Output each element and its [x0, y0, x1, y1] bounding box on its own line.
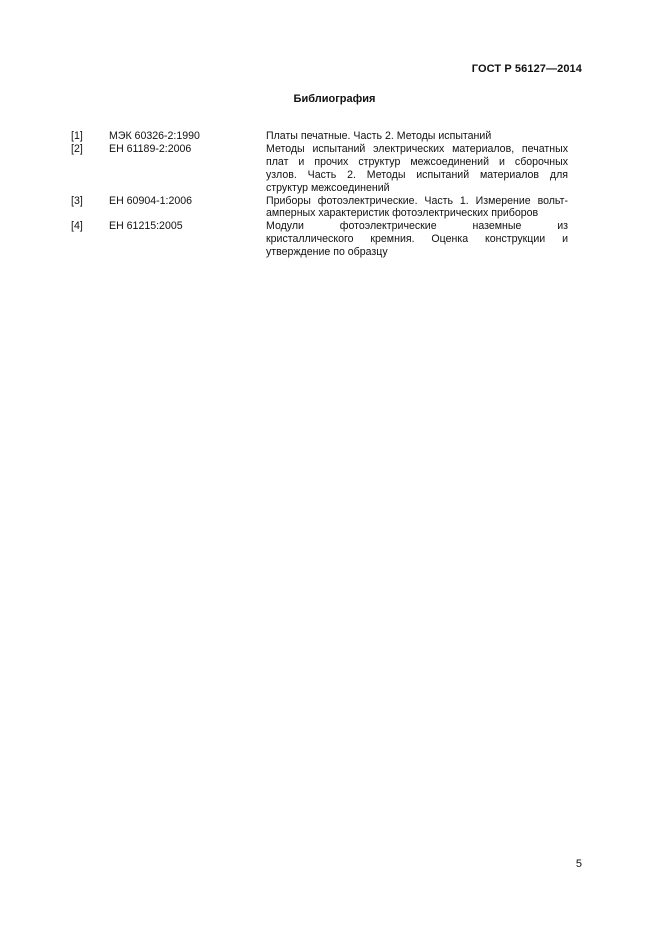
- entry-standard-code: ЕН 61215:2005: [109, 220, 183, 233]
- bibliography-entry: [71, 130, 568, 143]
- bibliography-list: [71, 130, 568, 259]
- entry-number: [3]: [71, 194, 83, 207]
- entry-standard-code: МЭК 60326-2:1990: [109, 130, 200, 142]
- section-title: Библиография: [293, 93, 376, 105]
- entry-title-line: кристаллического кремния. Оценка конструкции и: [266, 233, 568, 246]
- bibliography-entry: [71, 143, 568, 195]
- entry-standard-code: ЕН 61189-2:2006: [109, 142, 192, 155]
- bibliography-entry: [71, 195, 568, 221]
- entry-title-line: Платы печатные. Часть 2. Методы испытаний: [266, 130, 492, 142]
- entry-title: [266, 195, 568, 221]
- entry-title-line: узлов. Часть 2. Методы испытаний материалов для: [266, 168, 568, 181]
- entry-title-line: утверждение по образцу: [266, 246, 388, 259]
- entry-title: [266, 220, 568, 259]
- entry-title-line: плат и прочих структур межсоединений и сборочных: [266, 155, 568, 168]
- page-number: 5: [575, 858, 582, 870]
- entry-title-line: Приборы фотоэлектрические. Часть 1. Измерение вольт-: [266, 194, 568, 207]
- entry-title-line: Модули фотоэлектрические наземные из: [266, 220, 568, 233]
- entry-title: [266, 130, 568, 143]
- entry-number: [2]: [71, 142, 83, 155]
- document-code-header: ГОСТ Р 56127—2014: [471, 63, 582, 75]
- entry-title-line: амперных характеристик фотоэлектрических приборов: [266, 207, 539, 220]
- entry-title-line: Методы испытаний электрических материалов, печатных: [266, 142, 568, 155]
- entry-number: [4]: [71, 220, 83, 233]
- entry-number: [1]: [71, 130, 83, 142]
- entry-title-line: структур межсоединений: [266, 181, 390, 194]
- bibliography-entry: [71, 220, 568, 259]
- entry-title: [266, 143, 568, 195]
- entry-standard-code: ЕН 60904-1:2006: [109, 194, 193, 207]
